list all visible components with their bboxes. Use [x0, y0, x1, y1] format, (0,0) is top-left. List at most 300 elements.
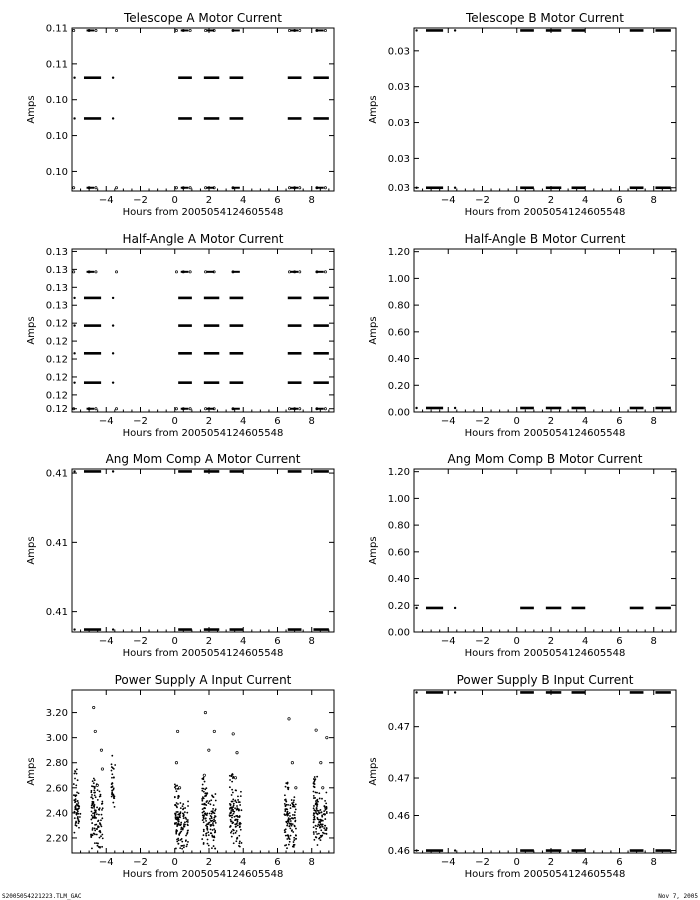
data-segment [316, 187, 324, 189]
x-tick-label: −4 [98, 857, 114, 868]
data-point [76, 768, 78, 770]
data-point [235, 790, 237, 792]
data-point [240, 823, 242, 825]
data-point [94, 809, 96, 811]
y-tick-label: 0.11 [45, 59, 68, 71]
data-point [95, 796, 97, 798]
data-point [314, 776, 316, 778]
data-point [183, 846, 185, 848]
data-point [209, 822, 211, 824]
x-tick-label: 0 [171, 636, 178, 647]
data-point [415, 29, 417, 31]
data-point [100, 819, 102, 821]
data-point [91, 807, 93, 809]
data-segment [206, 271, 214, 273]
y-tick-label: 0.13 [45, 300, 68, 312]
data-point [233, 804, 235, 806]
data-segment [288, 470, 302, 473]
data-point [205, 833, 207, 835]
data-point [180, 828, 182, 830]
data-point [322, 832, 324, 834]
data-point [294, 811, 296, 813]
data-point [230, 812, 232, 814]
data-segment [87, 271, 95, 273]
data-point [235, 826, 237, 828]
data-point [99, 823, 101, 825]
data-point [236, 819, 238, 821]
data-segment [520, 29, 534, 32]
plot-frame [72, 28, 334, 191]
data-point [231, 794, 233, 796]
y-tick-label: 2.20 [45, 833, 68, 845]
chart-title: Half-Angle A Motor Current [122, 232, 284, 246]
data-point [284, 831, 286, 833]
data-point [91, 794, 93, 796]
data-point [183, 845, 185, 847]
data-point [178, 795, 180, 797]
data-segment [630, 186, 644, 189]
data-point [92, 829, 94, 831]
data-point [205, 835, 207, 837]
x-tick-label: −2 [133, 636, 148, 647]
data-point [318, 833, 320, 835]
data-segment [84, 352, 101, 355]
data-point [211, 813, 213, 815]
data-segment [84, 324, 101, 327]
data-point [102, 807, 104, 809]
data-point [286, 838, 288, 840]
data-point [97, 845, 99, 847]
y-tick-label: 0.13 [45, 246, 68, 258]
data-point [313, 833, 315, 835]
data-point [204, 711, 206, 713]
data-point [187, 832, 189, 834]
data-segment [520, 849, 534, 852]
data-point [295, 838, 297, 840]
data-point [203, 818, 205, 820]
data-point [204, 271, 206, 273]
data-point [175, 762, 177, 764]
chart-title: Telescope A Motor Current [124, 11, 282, 25]
data-point [234, 777, 236, 779]
data-segment [204, 470, 219, 473]
data-point [74, 770, 76, 772]
data-point [236, 838, 238, 840]
data-point [175, 785, 177, 787]
data-point [94, 794, 96, 796]
data-point [113, 777, 115, 779]
data-segment [520, 407, 534, 410]
y-tick-label: 0.60 [387, 547, 410, 559]
y-tick-label: 0.10 [45, 131, 68, 143]
y-tick-label: 3.00 [45, 733, 68, 745]
data-segment [288, 352, 302, 355]
data-segment [426, 407, 443, 410]
data-point [187, 841, 189, 843]
data-point [290, 820, 292, 822]
data-point [229, 814, 231, 816]
data-point [286, 804, 288, 806]
data-point [454, 607, 456, 609]
data-point [285, 828, 287, 830]
data-point [175, 788, 177, 790]
data-point [204, 793, 206, 795]
data-point [93, 782, 95, 784]
data-point [288, 844, 290, 846]
data-point [100, 835, 102, 837]
data-point [230, 821, 232, 823]
data-point [201, 788, 203, 790]
data-point [207, 843, 209, 845]
data-point [210, 832, 212, 834]
data-segment [655, 607, 670, 610]
data-segment [181, 29, 189, 31]
data-point [189, 271, 191, 273]
data-point [237, 821, 239, 823]
data-point [203, 843, 205, 845]
data-segment [230, 297, 244, 300]
x-tick-label: 6 [616, 857, 623, 868]
data-segment [313, 628, 328, 631]
data-point [76, 804, 78, 806]
data-point [415, 187, 417, 189]
x-tick-label: 4 [240, 636, 247, 647]
data-point [234, 823, 236, 825]
data-point [285, 835, 287, 837]
data-point [112, 352, 114, 354]
data-segment [546, 186, 561, 189]
data-point [313, 805, 315, 807]
data-point [234, 800, 236, 802]
data-point [294, 825, 296, 827]
data-point [73, 324, 75, 326]
data-point [313, 822, 315, 824]
data-point [174, 796, 176, 798]
data-point [113, 795, 115, 797]
data-point [236, 751, 238, 753]
data-points [73, 470, 328, 631]
data-points [73, 29, 329, 188]
chart-title: Power Supply A Input Current [114, 673, 292, 687]
data-point [212, 836, 214, 838]
data-point [91, 796, 93, 798]
data-point [75, 821, 77, 823]
data-segment [87, 408, 95, 410]
data-segment [84, 381, 101, 384]
data-point [75, 795, 77, 797]
data-point [325, 803, 327, 805]
data-point [289, 812, 291, 814]
data-point [112, 628, 114, 630]
data-point [178, 839, 180, 841]
data-point [326, 806, 328, 808]
data-point [115, 408, 117, 410]
data-point [211, 847, 213, 849]
data-point [229, 775, 231, 777]
x-tick-label: 2 [205, 416, 213, 427]
data-point [230, 832, 232, 834]
data-point [289, 828, 291, 830]
x-tick-label: 4 [582, 416, 589, 427]
x-tick-label: −4 [440, 857, 456, 868]
y-tick-label: 0.40 [387, 574, 410, 586]
data-segment [630, 407, 644, 410]
data-segment [546, 607, 561, 610]
data-point [177, 803, 179, 805]
data-point [238, 835, 240, 837]
data-point [415, 407, 417, 409]
data-point [189, 408, 191, 410]
data-point [178, 787, 180, 789]
data-point [213, 796, 215, 798]
y-axis-label: Amps [368, 536, 379, 565]
data-points [415, 29, 670, 189]
data-point [97, 820, 99, 822]
data-point [316, 792, 318, 794]
data-point [98, 814, 100, 816]
data-point [179, 816, 181, 818]
data-point [73, 794, 75, 796]
data-point [233, 842, 235, 844]
data-point [94, 779, 96, 781]
data-point [90, 819, 92, 821]
x-tick-label: 8 [650, 195, 657, 206]
data-point [94, 792, 96, 794]
data-segment [313, 470, 328, 473]
data-point [175, 29, 177, 31]
data-segment [181, 408, 189, 410]
data-point [202, 808, 204, 810]
data-point [209, 800, 211, 802]
data-point [213, 845, 215, 847]
data-point [231, 836, 233, 838]
data-segment [178, 352, 192, 355]
x-tick-label: −4 [440, 416, 456, 427]
data-point [319, 798, 321, 800]
data-point [288, 29, 290, 31]
x-tick-label: 8 [308, 416, 315, 427]
data-segment [230, 352, 244, 355]
plot-frame [414, 690, 676, 853]
data-segment [288, 117, 302, 120]
data-point [176, 816, 178, 818]
data-point [313, 795, 315, 797]
data-point [324, 271, 326, 273]
data-point [320, 812, 322, 814]
data-point [113, 794, 115, 796]
data-point [284, 814, 286, 816]
data-point [208, 845, 210, 847]
data-point [73, 29, 75, 31]
data-point [232, 801, 234, 803]
data-point [291, 762, 293, 764]
y-tick-label: 0.03 [387, 183, 410, 195]
data-segment [178, 628, 192, 631]
x-axis-label: Hours from 2005054124605548 [464, 648, 626, 659]
data-point [206, 828, 208, 830]
data-point [77, 811, 79, 813]
data-segment [630, 691, 644, 694]
data-point [102, 837, 104, 839]
data-point [237, 825, 239, 827]
data-point [232, 806, 234, 808]
data-point [97, 843, 99, 845]
data-point [240, 791, 242, 793]
data-point [187, 805, 189, 807]
x-axis-label: Hours from 2005054124605548 [122, 207, 284, 218]
data-point [99, 846, 101, 848]
data-point [240, 829, 242, 831]
y-tick-label: 1.20 [387, 247, 410, 259]
x-tick-label: 6 [616, 416, 623, 427]
data-segment [630, 29, 644, 32]
data-point [239, 826, 241, 828]
y-tick-label: 0.80 [387, 300, 410, 312]
data-point [73, 297, 75, 299]
y-axis-label: Amps [368, 95, 379, 124]
data-point [177, 797, 179, 799]
data-point [315, 812, 317, 814]
data-point [286, 812, 288, 814]
data-point [209, 824, 211, 826]
data-point [79, 816, 81, 818]
y-tick-label: 0.13 [45, 282, 68, 294]
data-point [101, 834, 103, 836]
data-point [181, 848, 183, 850]
data-point [204, 187, 206, 189]
x-tick-label: 2 [205, 857, 213, 868]
data-point [313, 831, 315, 833]
data-segment [313, 381, 328, 384]
data-point [324, 805, 326, 807]
data-point [76, 773, 78, 775]
data-point [241, 842, 243, 844]
chart-title: Ang Mom Comp A Motor Current [105, 452, 301, 466]
data-segment [426, 691, 443, 694]
data-point [287, 823, 289, 825]
data-point [319, 837, 321, 839]
data-point [186, 845, 188, 847]
data-point [240, 795, 242, 797]
data-point [184, 807, 186, 809]
data-point [187, 801, 189, 803]
y-axis-label: Amps [368, 316, 379, 345]
data-point [293, 846, 295, 848]
data-point [292, 817, 294, 819]
data-point [295, 835, 297, 837]
data-point [215, 822, 217, 824]
data-point [287, 819, 289, 821]
data-point [316, 805, 318, 807]
data-point [320, 762, 322, 764]
data-point [231, 775, 233, 777]
data-point [454, 187, 456, 189]
data-point [175, 408, 177, 410]
data-point [206, 813, 208, 815]
data-point [91, 802, 93, 804]
x-tick-label: 6 [616, 636, 623, 647]
x-tick-label: −2 [475, 195, 490, 206]
data-point [176, 841, 178, 843]
data-point [77, 817, 79, 819]
data-point [177, 821, 179, 823]
data-point [176, 839, 178, 841]
data-segment [572, 691, 586, 694]
data-point [79, 813, 81, 815]
data-point [322, 820, 324, 822]
data-segment [181, 187, 189, 189]
data-point [207, 831, 209, 833]
data-point [187, 821, 189, 823]
y-tick-label: 2.40 [45, 808, 68, 820]
data-point [101, 814, 103, 816]
data-point [183, 823, 185, 825]
data-point [95, 29, 97, 31]
data-point [316, 817, 318, 819]
data-point [231, 822, 233, 824]
data-point [229, 786, 231, 788]
data-point [92, 798, 94, 800]
chart-panel-4 [368, 232, 676, 439]
data-point [182, 827, 184, 829]
data-point [322, 787, 324, 789]
data-segment [426, 29, 443, 32]
data-segment [178, 117, 192, 120]
data-point [293, 796, 295, 798]
data-point [325, 827, 327, 829]
data-point [96, 813, 98, 815]
data-point [313, 839, 315, 841]
data-point [230, 806, 232, 808]
x-tick-label: 4 [240, 416, 247, 427]
data-point [315, 729, 317, 731]
data-point [101, 801, 103, 803]
x-tick-label: −4 [98, 636, 114, 647]
y-tick-label: 0.13 [45, 264, 68, 276]
data-point [96, 828, 98, 830]
data-point [178, 823, 180, 825]
data-point [205, 787, 207, 789]
data-point [319, 822, 321, 824]
data-point [204, 807, 206, 809]
data-point [180, 802, 182, 804]
data-point [185, 840, 187, 842]
data-point [326, 833, 328, 835]
data-point [325, 809, 327, 811]
data-point [286, 825, 288, 827]
data-point [316, 833, 318, 835]
data-point [293, 841, 295, 843]
data-segment [316, 408, 324, 410]
data-point [299, 187, 301, 189]
data-point [284, 803, 286, 805]
data-point [102, 802, 104, 804]
data-point [101, 817, 103, 819]
data-segment [290, 29, 298, 31]
data-segment [546, 849, 561, 852]
data-point [202, 796, 204, 798]
y-tick-label: 1.00 [387, 493, 410, 505]
x-tick-label: 0 [171, 416, 178, 427]
data-point [232, 792, 234, 794]
data-point [91, 822, 93, 824]
data-point [183, 813, 185, 815]
data-point [317, 825, 319, 827]
x-tick-label: 6 [274, 416, 281, 427]
data-segment [204, 117, 219, 120]
data-point [326, 812, 328, 814]
data-point [95, 187, 97, 189]
